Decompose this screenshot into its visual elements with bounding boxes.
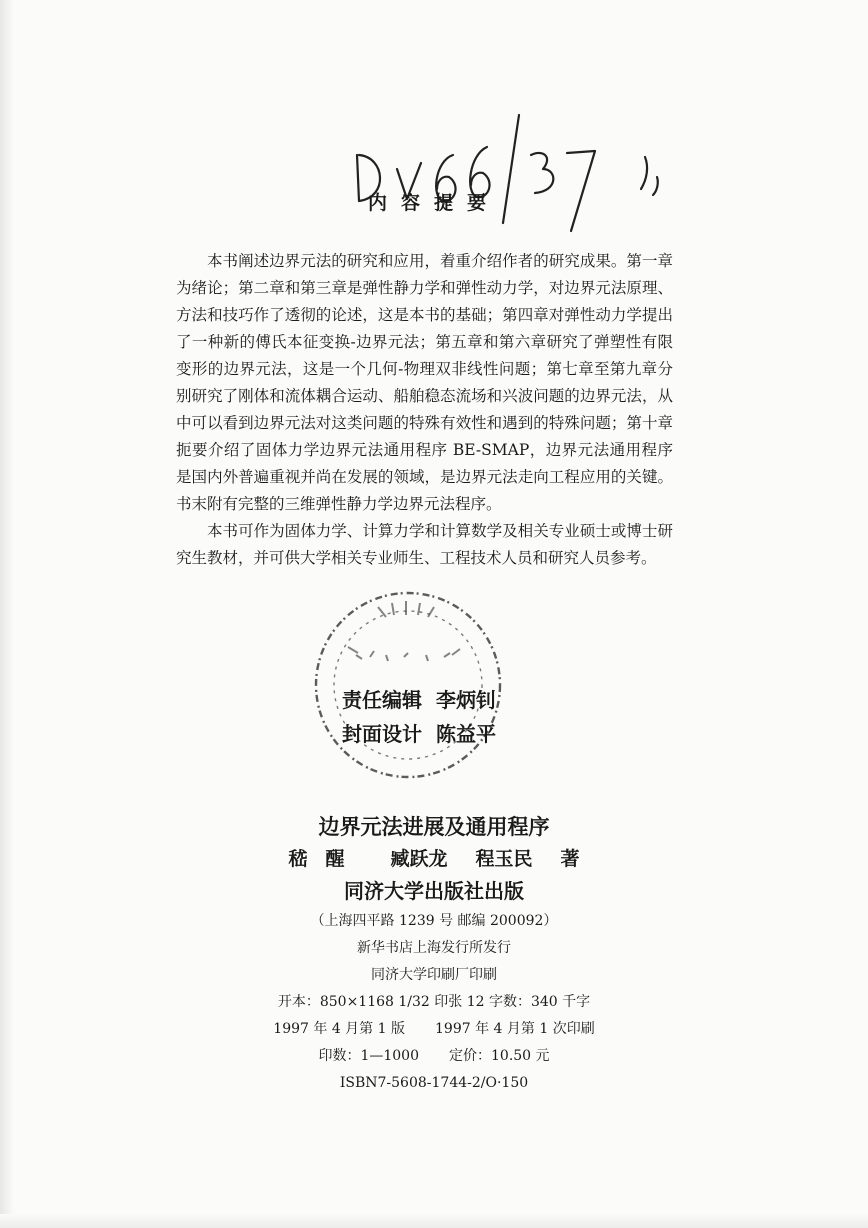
abstract-heading: 内容提要 <box>367 192 500 214</box>
author-2: 臧跃龙 <box>390 848 448 870</box>
credits <box>342 683 582 751</box>
authors <box>200 844 668 874</box>
abstract-paragraph-1: 本书阐述边界元法的研究和应用，着重介绍作者的研究成果。第一章为绪论；第二章和第三章是弹性静力学和弹性动力学，对边界元法原理、方法和技巧作了透彻的论述，这是本书的基础；第四章对弹性动力学提出了一种新的傅氏本征变换-边界元法；第五章和第六章研究了弹塑性有限变形的边界元法，这是一个几何-物理双非线性问题；第七章至第九章分别研究了刚体和流体耦合运动、船舶稳态流场和兴波问题的边界元法，从中可以看到边界元法对这类问题的特殊有效性和遇到的特殊问题；第十章扼要介绍了固体力学边界元法通用程序 BE-SMAP，边界元法通用程序是国内外普遍重视并尚在发展的领域，是边界元法走向工程应用的关键。书末附有完整的三维弹性静力学边界元法程序。 <box>176 252 673 513</box>
handwritten-call-number <box>345 105 675 255</box>
author-role: 著 <box>560 848 580 870</box>
distributor: 新华书店上海发行所发行 <box>357 940 511 956</box>
book-title: 边界元法进展及通用程序 <box>318 815 550 839</box>
editor-row <box>342 683 582 717</box>
designer-name: 陈益平 <box>436 722 496 746</box>
price-row <box>200 1043 668 1070</box>
printer: 同济大学印刷厂印刷 <box>371 967 497 983</box>
publisher: 同济大学出版社出版 <box>344 879 524 903</box>
format-info: 开本：850×1168 1/32 印张 12 字数：340 千字 <box>277 994 591 1010</box>
publisher-address: （上海四平路 1239 号 邮编 200092） <box>310 913 558 929</box>
editor-name: 李炳钊 <box>436 688 496 712</box>
designer-label: 封面设计 <box>342 722 422 746</box>
scan-shadow-left <box>0 0 14 1228</box>
author-3: 程玉民 <box>475 848 533 870</box>
print-run: 印数：1—1000 <box>318 1048 419 1064</box>
colophon <box>200 810 668 1097</box>
abstract-paragraph-2: 本书可作为固体力学、计算力学和计算数学及相关专业硕士或博士研究生教材，并可供大学相关专业师生、工程技术人员和研究人员参考。 <box>176 522 673 567</box>
author-1: 嵇醒 <box>288 848 363 870</box>
editor-label: 责任编辑 <box>342 688 422 712</box>
abstract-body <box>176 248 673 572</box>
edition-row <box>200 1016 668 1043</box>
isbn: ISBN7-5608-1744-2/O·150 <box>339 1075 529 1091</box>
printing-info: 1997 年 4 月第 1 次印刷 <box>435 1021 595 1037</box>
designer-row <box>342 717 582 751</box>
edition-info: 1997 年 4 月第 1 版 <box>273 1021 405 1037</box>
scan-shadow-bottom <box>0 1214 868 1228</box>
price: 定价：10.50 元 <box>449 1048 550 1064</box>
